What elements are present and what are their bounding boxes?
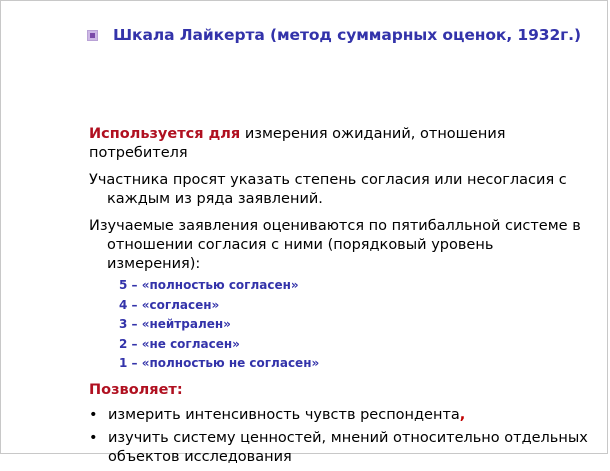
bullet-dot-icon: • [89, 429, 98, 446]
square-bullet-icon [87, 30, 98, 41]
bullet-text-line-2: объектов исследования [108, 448, 292, 465]
bullet-dot-icon: • [89, 406, 98, 423]
scale-item: 2 – «не согласен» [119, 336, 240, 351]
allows-heading: Позволяет: [89, 381, 183, 398]
scale-list [89, 276, 589, 374]
slide-body [89, 125, 589, 471]
usage-lead: Используется для [89, 126, 241, 142]
usage-text: измерения ожиданий, отношения потребителя [89, 126, 506, 161]
title-row [87, 26, 581, 44]
bullet-text: измерить интенсивность чувств респондента [108, 406, 460, 423]
scale-paragraph [89, 217, 589, 274]
scale-item: 3 – «нейтрален» [119, 317, 231, 331]
scale-item: 4 – «согласен» [119, 297, 220, 312]
scale-intro-line-2: отношении согласия с ними (порядковый уровень измерения): [107, 237, 494, 272]
instruction-line-2: каждым из ряда заявлений. [107, 191, 323, 207]
scale-item: 1 – «полностью не согласен» [119, 356, 320, 370]
instruction-line-1: Участника просят указать степень согласия или несогласия с [89, 172, 567, 188]
bullet-text-line-1: изучить систему ценностей, мнений относительно отдельных [108, 429, 588, 446]
bullet-item [89, 406, 589, 425]
usage-paragraph [89, 125, 589, 163]
bullet-comma: , [459, 406, 466, 423]
bullet-item [89, 429, 589, 467]
scale-item: 5 – «полностью согласен» [119, 278, 299, 292]
scale-intro-line-1: Изучаемые заявления оцениваются по пятибалльной системе в [89, 218, 581, 234]
slide-title: Шкала Лайкерта (метод суммарных оценок, 1932г.) [113, 26, 581, 44]
instruction-paragraph [89, 171, 589, 209]
